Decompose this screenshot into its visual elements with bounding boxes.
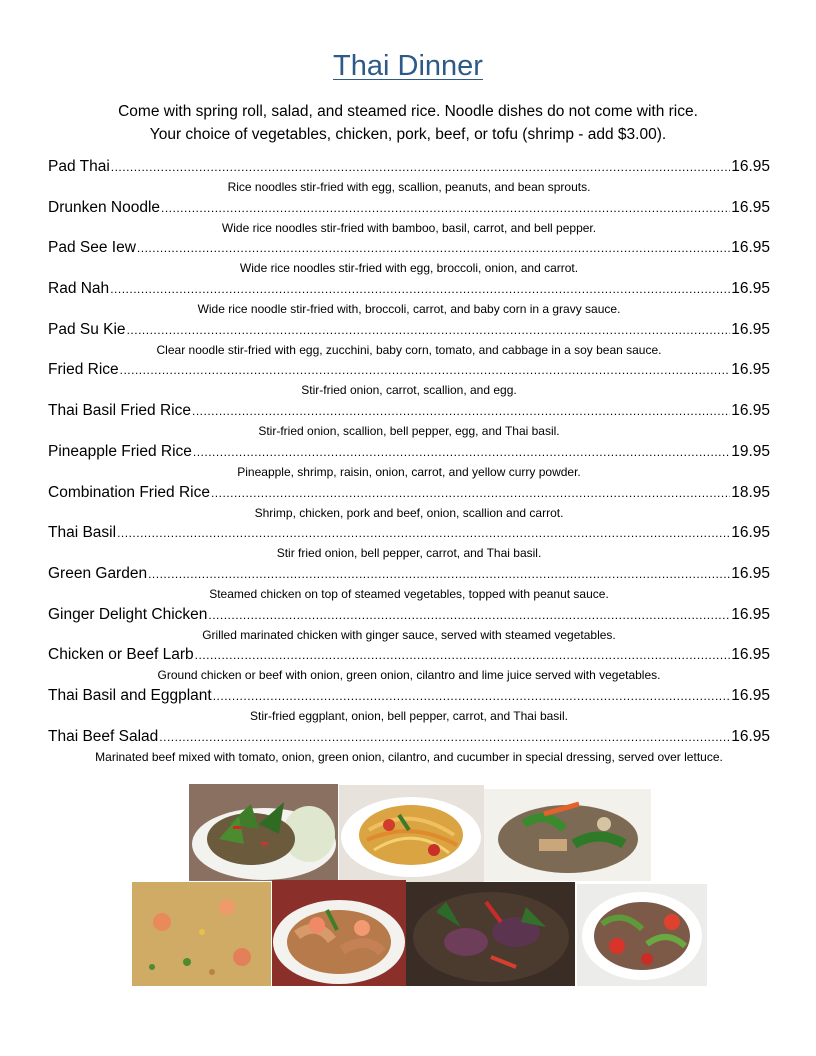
item-price: 16.95 (731, 564, 770, 582)
item-name: Ginger Delight Chicken (48, 605, 208, 623)
item-name: Drunken Noodle (48, 198, 161, 216)
menu-item (48, 280, 770, 321)
item-price: 16.95 (731, 524, 770, 542)
menu-item (48, 158, 770, 199)
item-description: Stir fried onion, bell pepper, carrot, and Thai basil. (276, 546, 542, 561)
page-title: Thai Dinner (333, 50, 483, 82)
dot-leader (192, 404, 730, 418)
item-description: Stir-fried eggplant, onion, bell pepper, carrot, and Thai basil. (250, 708, 568, 723)
item-price: 16.95 (731, 198, 770, 216)
menu-item (48, 199, 770, 240)
item-name: Fried Rice (48, 361, 119, 379)
photo-basil-eggplant (406, 882, 575, 986)
item-description: Marinated beef mixed with tomato, onion, green onion, cilantro, and cucumber in special dressing, served over lettuce. (95, 749, 723, 764)
photo-shrimp-fried-rice (132, 882, 271, 986)
dot-leader (117, 526, 730, 540)
dot-leader (127, 323, 731, 337)
item-description: Ground chicken or beef with onion, green onion, cilantro and lime juice served with vegetables. (157, 668, 661, 683)
dot-leader (211, 486, 730, 500)
item-name: Pad Su Kie (48, 320, 126, 338)
item-price: 16.95 (731, 361, 770, 379)
item-description: Stir-fried onion, scallion, bell pepper, egg, and Thai basil. (258, 424, 560, 439)
item-name: Thai Basil and Eggplant (48, 686, 212, 704)
photo-stir-fry (484, 789, 651, 881)
menu-list (48, 158, 770, 768)
dot-leader (208, 608, 730, 622)
item-description: Wide rice noodles stir-fried with bamboo, basil, carrot, and bell pepper. (221, 220, 597, 235)
menu-item (48, 646, 770, 687)
dot-leader (110, 282, 730, 296)
item-price: 16.95 (731, 239, 770, 257)
item-name: Green Garden (48, 564, 148, 582)
photo-beef-salad (577, 884, 707, 986)
item-name: Chicken or Beef Larb (48, 646, 194, 664)
item-name: Thai Beef Salad (48, 727, 159, 745)
item-name: Pad See Iew (48, 239, 136, 257)
intro-line-2: Your choice of vegetables, chicken, pork, beef, or tofu (shrimp - add $3.00). (149, 126, 667, 143)
dot-leader (137, 241, 730, 255)
item-name: Pad Thai (48, 158, 110, 175)
item-description: Pineapple, shrimp, raisin, onion, carrot, and yellow curry powder. (237, 464, 581, 479)
menu-item (48, 443, 770, 484)
item-price: 16.95 (731, 727, 770, 745)
menu-item (48, 565, 770, 606)
item-description: Shrimp, chicken, pork and beef, onion, scallion and carrot. (254, 505, 564, 520)
item-price: 16.95 (731, 605, 770, 623)
menu-item (48, 321, 770, 362)
item-description: Wide rice noodles stir-fried with egg, broccoli, onion, and carrot. (239, 261, 579, 276)
item-price: 16.95 (731, 280, 770, 298)
item-price: 16.95 (731, 320, 770, 338)
menu-item (48, 728, 770, 769)
item-name: Thai Basil (48, 524, 117, 542)
item-price: 16.95 (731, 686, 770, 704)
menu-item (48, 239, 770, 280)
photo-papaya-salad (339, 785, 484, 882)
item-description: Wide rice noodle stir-fried with, broccoli, carrot, and baby corn in a gravy sauce. (197, 302, 621, 317)
menu-item (48, 687, 770, 728)
dot-leader (213, 689, 730, 703)
item-price: 16.95 (731, 646, 770, 664)
menu-item (48, 361, 770, 402)
menu-item (48, 484, 770, 525)
item-price: 16.95 (731, 402, 770, 420)
photo-larb (189, 784, 338, 881)
menu-item (48, 524, 770, 565)
dot-leader (193, 445, 730, 459)
dot-leader (161, 201, 730, 215)
item-price: 19.95 (731, 442, 770, 460)
item-price: 16.95 (731, 158, 770, 175)
item-name: Thai Basil Fried Rice (48, 402, 191, 420)
dot-leader (195, 648, 731, 662)
item-description: Steamed chicken on top of steamed vegetables, topped with peanut sauce. (209, 586, 609, 601)
dot-leader (111, 160, 730, 174)
dot-leader (120, 363, 731, 377)
dot-leader (159, 730, 730, 744)
item-price: 18.95 (731, 483, 770, 501)
item-name: Pineapple Fried Rice (48, 442, 192, 460)
item-description: Clear noodle stir-fried with egg, zucchini, baby corn, tomato, and cabbage in a soy bean sauce. (156, 342, 662, 357)
intro-line-1: Come with spring roll, salad, and steamed rice. Noodle dishes do not come with rice. (118, 103, 698, 120)
item-name: Combination Fried Rice (48, 483, 210, 501)
menu-item (48, 402, 770, 443)
item-description: Rice noodles stir-fried with egg, scallion, peanuts, and bean sprouts. (227, 180, 591, 194)
menu-item (48, 606, 770, 647)
dot-leader (148, 567, 730, 581)
photo-pad-see-iew (272, 880, 406, 986)
item-description: Stir-fried onion, carrot, scallion, and egg. (301, 383, 517, 398)
item-name: Rad Nah (48, 280, 110, 298)
item-description: Grilled marinated chicken with ginger sauce, served with steamed vegetables. (202, 627, 616, 642)
